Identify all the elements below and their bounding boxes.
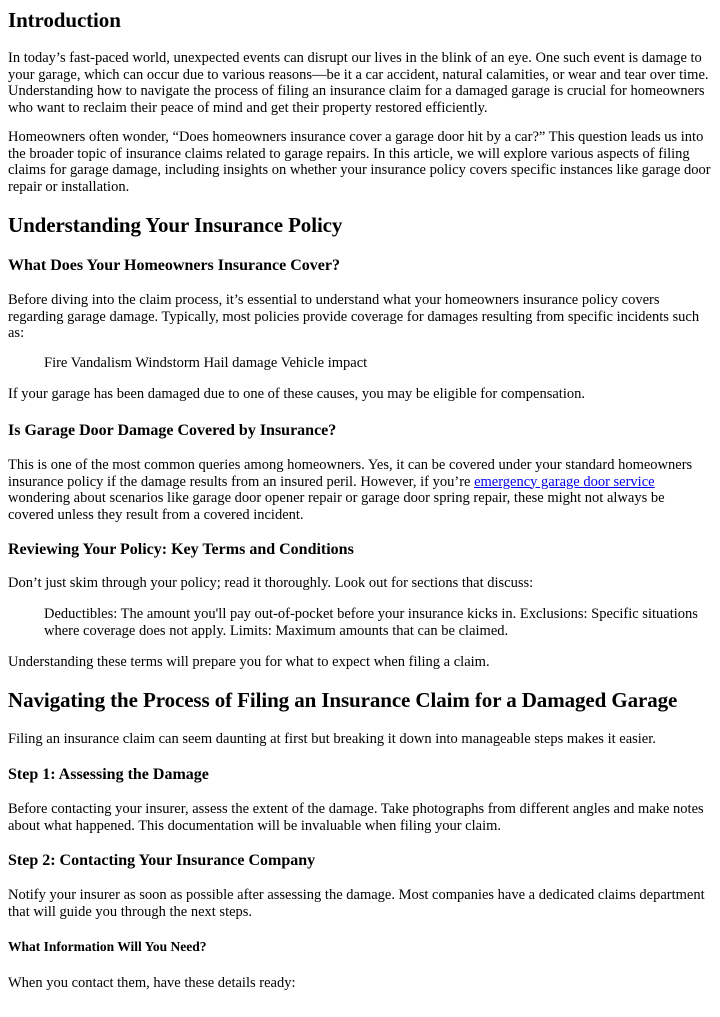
process-paragraph: Filing an insurance claim can seem daunting at first but breaking it down into manageable steps makes it easier. <box>8 731 656 747</box>
cover-heading: What Does Your Homeowners Insurance Cover? <box>8 257 340 274</box>
policy-heading: Understanding Your Insurance Policy <box>8 213 343 237</box>
step2-heading: Step 2: Contacting Your Insurance Company <box>8 852 316 869</box>
door-text-before-link: This is one of the most common queries among homeowners. Yes, it can be covered under your standard homeowners insurance policy if the damage results from an insured peril. However, if you’re <box>8 457 693 490</box>
step1-heading: Step 1: Assessing the Damage <box>8 766 209 783</box>
info-paragraph: When you contact them, have these details ready: <box>8 975 296 991</box>
review-heading: Reviewing Your Policy: Key Terms and Conditions <box>8 541 354 558</box>
intro-paragraph-2: Homeowners often wonder, “Does homeowners insurance cover a garage door hit by a car?” This question leads us into the broader topic of insurance claims related to garage repairs. In this article, we will explore various aspects of filing claims for garage damage, including insights on whether your insurance policy covers specific instances like garage door repair or installation. <box>8 129 711 195</box>
intro-heading: Introduction <box>8 8 121 32</box>
cover-paragraph-1: Before diving into the claim process, it’s essential to understand what your homeowners insurance policy covers regarding garage damage. Typically, most policies provide coverage for damages resulting from specific incidents such as: <box>8 292 700 341</box>
process-heading: Navigating the Process of Filing an Insurance Claim for a Damaged Garage <box>8 688 678 712</box>
intro-paragraph-1: In today’s fast-paced world, unexpected events can disrupt our lives in the blink of an eye. One such event is damage to your garage, which can occur due to various reasons—be it a car accident, natural calamities, or wear and tear over time. Understanding how to navigate the process of filing an insurance claim for a damaged garage is crucial for homeowners who want to reclaim their peace of mind and get their property restored efficiently. <box>8 50 709 116</box>
review-list: Deductibles: The amount you'll pay out-of-pocket before your insurance kicks in. Exclusions: Specific situations where coverage does not apply. Limits: Maximum amounts that can be claimed. <box>44 606 698 639</box>
review-paragraph-2: Understanding these terms will prepare you for what to expect when filing a claim. <box>8 654 490 670</box>
review-paragraph-1: Don’t just skim through your policy; read it thoroughly. Look out for sections that discuss: <box>8 575 534 591</box>
step1-paragraph: Before contacting your insurer, assess the extent of the damage. Take photographs from different angles and make notes about what happened. This documentation will be invaluable when filing your claim. <box>8 801 704 834</box>
emergency-garage-door-service-link[interactable]: emergency garage door service <box>474 473 655 490</box>
info-heading: What Information Will You Need? <box>8 939 207 954</box>
door-text-after-link: wondering about scenarios like garage door opener repair or garage door spring repair, these might not always be covered unless they result from a covered incident. <box>8 490 665 523</box>
cover-list: Fire Vandalism Windstorm Hail damage Vehicle impact <box>44 355 368 371</box>
door-paragraph <box>8 457 712 523</box>
cover-paragraph-2: If your garage has been damaged due to one of these causes, you may be eligible for compensation. <box>8 386 585 402</box>
door-heading: Is Garage Door Damage Covered by Insurance? <box>8 422 337 439</box>
step2-paragraph: Notify your insurer as soon as possible after assessing the damage. Most companies have a dedicated claims department that will guide you through the next steps. <box>8 887 705 920</box>
